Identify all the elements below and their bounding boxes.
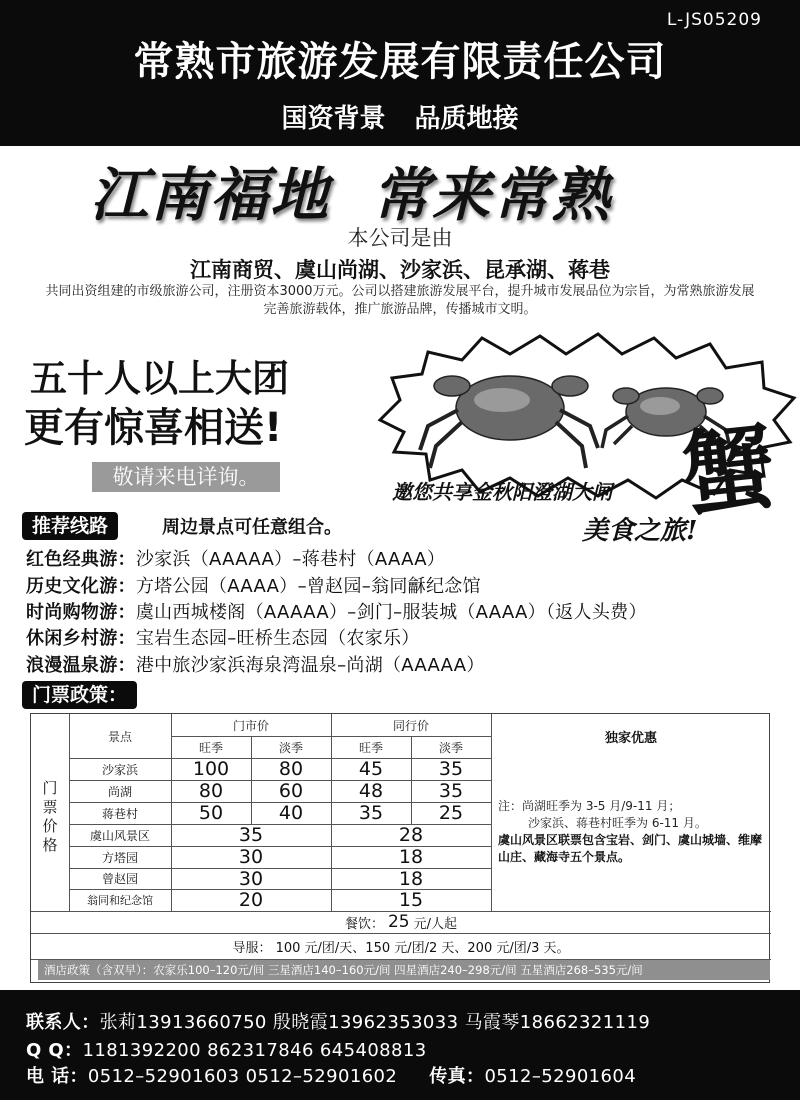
contact-label: 联系人： <box>26 1012 100 1033</box>
route-item <box>26 651 485 677</box>
route-item <box>26 572 481 598</box>
route-detail: 宝岩生态园–旺桥生态园（农家乐） <box>135 628 420 649</box>
route-detail: 方塔公园（AAAA）–曾赵园–翁同龢纪念馆 <box>135 576 481 597</box>
header-agency-peak: 旺季 <box>358 740 383 755</box>
spot-name: 蒋巷村 <box>101 806 138 821</box>
retail-peak-price: 100 <box>192 758 230 780</box>
promo-subheadline: 更有惊喜相送! <box>24 405 283 451</box>
hairy-crab-invite: 邀您共享金秋阳澄湖大闸 <box>392 480 612 504</box>
route-name: 红色经典游： <box>26 549 136 570</box>
intro-description: 共同出资组建的市级旅游公司，注册资本3000万元。公司以搭建旅游发展平台，提升城市发展品位为宗旨，为常熟旅游发展完善旅游载体，推广旅游品牌，传播城市文明。 <box>45 284 755 317</box>
route-item <box>26 624 420 650</box>
route-name: 休闲乡村游： <box>26 628 136 649</box>
spot-name: 虞山风景区 <box>89 828 150 843</box>
route-detail: 港中旅沙家浜海泉湾温泉–尚湖（AAAAA） <box>135 655 485 676</box>
agency-price: 15 <box>398 889 424 911</box>
header-retail: 门市价 <box>232 718 269 733</box>
retail-peak-price: 80 <box>198 780 224 802</box>
agency-peak-price: 45 <box>358 758 384 780</box>
retail-price: 35 <box>238 824 264 846</box>
qq-numbers: 1181392200 862317846 645408813 <box>82 1040 427 1061</box>
route-detail: 沙家浜（AAAAA）–蒋巷村（AAAA） <box>135 549 446 570</box>
meal-row <box>31 911 771 933</box>
note-line: 虞山风景区联票包含宝岩、剑门、虞山城墙、维摩山庄、藏海寺五个景点。 <box>498 833 763 864</box>
retail-price: 30 <box>238 867 264 890</box>
route-detail: 虞山西城楼阁（AAAAA）–剑门–服装城（AAAA）（返人头费） <box>135 602 647 623</box>
meal-unit: 元/人起 <box>413 916 458 932</box>
header-agency: 同行价 <box>392 718 429 733</box>
ticket-price-side-label: 门票价格 <box>42 779 58 854</box>
route-name: 浪漫温泉游： <box>26 655 136 676</box>
promo-headline: 五十人以上大团 <box>30 357 289 400</box>
note-line: 注：尚湖旺季为 3-5 月/9-11 月； <box>498 799 681 813</box>
phone-numbers: 0512–52901603 0512–52901602 <box>87 1066 398 1087</box>
retail-off-price: 40 <box>278 802 304 824</box>
agency-peak-price: 48 <box>358 780 384 802</box>
phone-label: 电 话： <box>26 1066 88 1087</box>
slogan-part1: 江南福地 <box>90 161 331 229</box>
agency-price: 18 <box>398 867 424 890</box>
retail-off-price: 80 <box>278 758 304 780</box>
spot-name: 曾赵园 <box>101 872 138 886</box>
spot-name: 沙家浜 <box>101 762 138 777</box>
ticket-policy-title: 门票政策： <box>22 681 137 709</box>
agency-price: 18 <box>398 846 424 868</box>
meal-price: 25 <box>387 912 410 932</box>
retail-peak-price: 50 <box>198 802 224 824</box>
company-name: 常熟市旅游发展有限责任公司 <box>133 39 667 85</box>
intro-shareholders: 江南商贸、虞山尚湖、沙家浜、昆承湖、蒋巷 <box>190 258 610 282</box>
spot-name: 翁同和纪念馆 <box>87 894 153 907</box>
retail-price: 30 <box>238 846 264 868</box>
retail-price: 20 <box>238 889 264 911</box>
qq-line <box>26 1036 427 1062</box>
routes-note: 周边景点可任意组合。 <box>162 517 342 538</box>
agency-price: 28 <box>398 824 424 846</box>
header-retail-peak: 旺季 <box>198 740 223 755</box>
phone-line <box>26 1062 636 1088</box>
route-name: 时尚购物游： <box>26 602 136 623</box>
slogan-part2: 常来常熟 <box>372 161 613 229</box>
header-agency-off: 淡季 <box>438 740 463 755</box>
hotel-policy-bar: 酒店政策（含双早）：农家乐100–120元/间 三星酒店140–160元/间 四星酒店240–298元/间 五星酒店268–535元/间 <box>38 960 770 980</box>
note-line: 沙家浜、蒋巷村旺季为 6-11 月。 <box>528 816 707 830</box>
agency-off-price: 35 <box>438 758 464 780</box>
spot-name: 方塔园 <box>101 850 138 865</box>
route-item <box>26 598 647 624</box>
calligraphy-slogan <box>90 148 730 229</box>
recommended-routes-title: 推荐线路 <box>22 512 118 540</box>
crab-calligraphy: 蟹 <box>677 412 781 530</box>
agency-off-price: 35 <box>438 780 464 802</box>
header-banner <box>0 0 800 146</box>
contact-line <box>26 1008 650 1034</box>
qq-label: Q Q： <box>26 1040 83 1061</box>
header-retail-off: 淡季 <box>278 740 303 755</box>
tagline: 国资背景 品质地接 <box>281 104 519 134</box>
agency-peak-price: 35 <box>358 802 384 824</box>
retail-off-price: 60 <box>278 780 304 802</box>
exclusive-notes <box>498 798 770 866</box>
header-spot: 景点 <box>107 729 132 744</box>
header-exclusive: 独家优惠 <box>604 730 657 746</box>
meal-label: 餐饮： <box>344 916 384 932</box>
fax-number: 0512–52901604 <box>484 1066 637 1087</box>
food-tour-slogan: 美食之旅! <box>582 516 698 546</box>
fax-label: 传真： <box>429 1066 485 1087</box>
route-name: 历史文化游： <box>26 576 136 597</box>
agency-off-price: 25 <box>438 802 464 824</box>
spot-name: 尚湖 <box>107 784 132 799</box>
intro-lead: 本公司是由 <box>347 226 453 250</box>
call-for-details: 敬请来电详询。 <box>92 462 280 492</box>
guide-fee-row: 导服： 100 元/团/天、150 元/团/2 天、200 元/团/3 天。 <box>232 940 570 956</box>
product-code: L-JS05209 <box>666 10 762 30</box>
route-item <box>26 545 445 571</box>
contact-names: 张莉13913660750 殷晓霞13962353033 马霞琴18662321119 <box>99 1012 651 1033</box>
contact-footer <box>0 990 800 1100</box>
